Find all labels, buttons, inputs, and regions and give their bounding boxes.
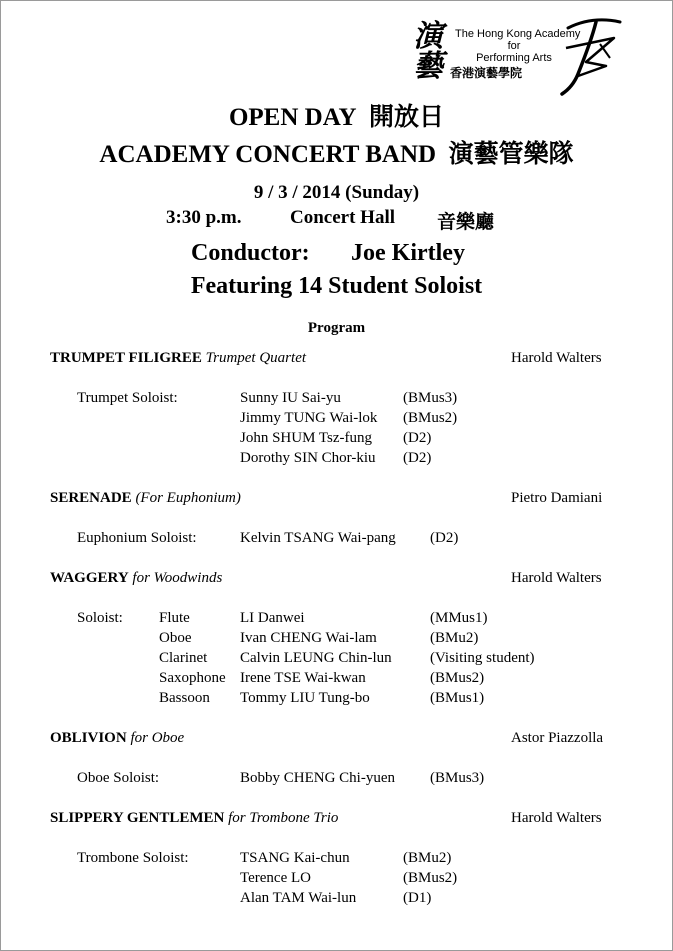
piece-composer: Harold Walters	[511, 350, 602, 366]
event-venue: Concert Hall	[290, 207, 396, 228]
soloist-program: (BMus2)	[403, 870, 458, 886]
soloist-name: Calvin LEUNG Chin-lun	[240, 650, 392, 666]
piece-composer: Harold Walters	[511, 810, 602, 826]
soloist-name: Terence LO	[240, 870, 311, 886]
piece-composer: Pietro Damiani	[511, 490, 603, 506]
program-heading: Program	[307, 320, 366, 336]
soloist-label: Trombone Soloist:	[77, 850, 189, 866]
soloist-program: (BMu2)	[430, 630, 479, 646]
logo-en-line3: Performing Arts	[476, 52, 552, 64]
soloist-program: (D2)	[403, 450, 432, 466]
soloist-program: (D2)	[430, 530, 459, 546]
event-time: 3:30 p.m.	[166, 207, 242, 228]
soloist-name: Alan TAM Wai-lun	[240, 890, 357, 906]
header-line1	[0, 97, 673, 133]
soloist-instrument: Bassoon	[159, 690, 210, 706]
soloist-program: (Visiting student)	[430, 650, 535, 666]
soloist-name: Dorothy SIN Chor-kiu	[240, 450, 376, 466]
event-venue-zh: 音樂廳	[437, 212, 495, 233]
piece-title: SLIPPERY GENTLEMEN	[50, 810, 225, 826]
piece-subtitle: for Trombone Trio	[228, 810, 339, 826]
soloist-program: (BMus3)	[430, 770, 485, 786]
piece-title: SERENADE	[50, 490, 132, 506]
piece-composer: Harold Walters	[511, 570, 602, 586]
featuring-line: Featuring 14 Student Soloist	[190, 273, 483, 299]
soloist-label: Trumpet Soloist:	[77, 390, 178, 406]
soloist-instrument: Flute	[159, 610, 190, 626]
header-band-name-zh: 演藝管樂隊	[448, 141, 574, 168]
conductor-name: Joe Kirtley	[351, 240, 465, 266]
piece-title-line	[50, 350, 306, 367]
header-band-name: ACADEMY CONCERT BAND	[99, 141, 437, 168]
logo-en-line2: for	[507, 40, 521, 52]
piece-subtitle: Trumpet Quartet	[205, 350, 307, 366]
soloist-name: John SHUM Tsz-fung	[240, 430, 373, 446]
piece-subtitle: for Oboe	[130, 730, 185, 746]
soloist-name: Jimmy TUNG Wai-lok	[240, 410, 378, 426]
piece-title-line	[50, 730, 184, 747]
soloist-name: TSANG Kai-chun	[240, 850, 350, 866]
piece-title-line	[50, 490, 241, 507]
soloist-name: Sunny IU Sai-yu	[240, 390, 341, 406]
soloist-program: (MMus1)	[430, 610, 488, 626]
logo-en-line1: The Hong Kong Academy	[455, 28, 581, 40]
piece-title: TRUMPET FILIGREE	[50, 350, 202, 366]
logo-calligraphy-char-2: 藝	[413, 50, 443, 83]
piece-title: OBLIVION	[50, 730, 127, 746]
soloist-program: (BMus1)	[430, 690, 485, 706]
academy-logo-calligraphy	[413, 22, 443, 82]
piece-subtitle: (For Euphonium)	[135, 490, 241, 506]
header-open-day-zh: 開放日	[369, 104, 445, 131]
conductor-label: Conductor:	[191, 240, 310, 266]
soloist-program: (BMus3)	[403, 390, 458, 406]
soloist-name: Irene TSE Wai-kwan	[240, 670, 366, 686]
soloist-program: (D2)	[403, 430, 432, 446]
academy-emblem-icon	[556, 14, 626, 101]
soloist-label: Euphonium Soloist:	[77, 530, 197, 546]
soloist-instrument: Saxophone	[159, 670, 226, 686]
soloist-name: Bobby CHENG Chi-yuen	[240, 770, 395, 786]
soloist-name: Ivan CHENG Wai-lam	[240, 630, 377, 646]
piece-subtitle: for Woodwinds	[132, 570, 223, 586]
soloist-program: (BMus2)	[430, 670, 485, 686]
header-open-day: OPEN DAY	[228, 104, 357, 131]
piece-title-line	[50, 570, 222, 587]
soloist-name: Kelvin TSANG Wai-pang	[240, 530, 396, 546]
soloist-program: (BMu2)	[403, 850, 452, 866]
header-line2	[0, 134, 673, 170]
soloist-program: (D1)	[403, 890, 432, 906]
soloist-program: (BMus2)	[403, 410, 458, 426]
piece-title-line	[50, 810, 338, 827]
event-date: 9 / 3 / 2014 (Sunday)	[253, 182, 420, 203]
logo-calligraphy-char-1: 演	[413, 20, 443, 53]
soloist-name: LI Danwei	[240, 610, 305, 626]
soloist-label: Oboe Soloist:	[77, 770, 160, 786]
soloist-name: Tommy LIU Tung-bo	[240, 690, 370, 706]
piece-title: WAGGERY	[50, 570, 129, 586]
piece-composer: Astor Piazzolla	[511, 730, 604, 746]
soloist-instrument: Oboe	[159, 630, 192, 646]
soloist-instrument: Clarinet	[159, 650, 208, 666]
academy-logo-chinese: 香港演藝學院	[450, 66, 523, 80]
soloist-label: Soloist:	[77, 610, 123, 626]
